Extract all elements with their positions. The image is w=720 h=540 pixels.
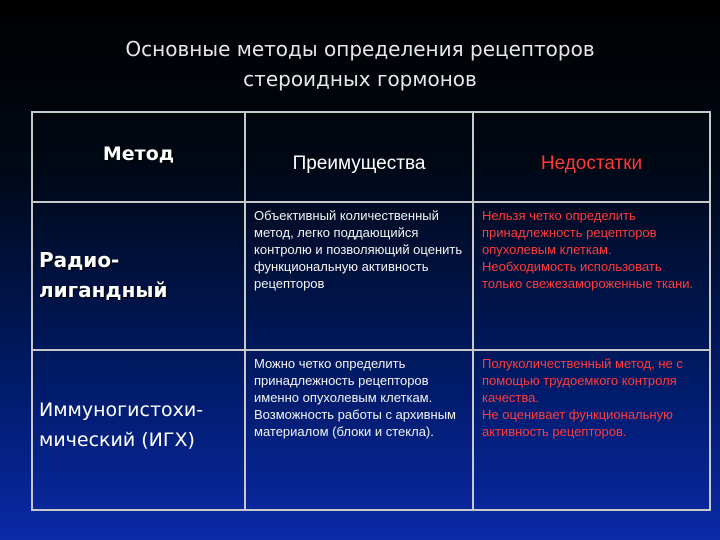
- method-name-line-2: лигандный: [39, 278, 168, 302]
- title-line-2: стероидных гормонов: [243, 67, 477, 91]
- disadvantage-text: Полуколичественный метод, не с помощью трудоемкого контроля качества.: [482, 356, 683, 405]
- method-name-line-2: мический (ИГХ): [39, 429, 195, 451]
- advantage-text: Объективный количественный метод, легко поддающийся контролю и позволяющий оценить функциональную активность рецепторов: [254, 208, 463, 291]
- slide-title: [0, 34, 720, 94]
- table-row: [32, 350, 710, 510]
- methods-table: [31, 111, 711, 511]
- table-header-row: [32, 112, 710, 202]
- advantage-text: Можно четко определить принадлежность рецепторов именно опухолевым клеткам.: [254, 356, 433, 405]
- advantage-text: Возможность работы с архивным материалом (блоки и стекла).: [254, 407, 456, 439]
- title-line-1: Основные методы определения рецепторов: [125, 37, 595, 61]
- disadvantage-text: Не оценивает функциональную активность рецепторов.: [482, 407, 673, 439]
- method-name-line-1: Иммуногистохи-: [39, 399, 204, 421]
- header-advantages: Преимущества: [245, 112, 473, 202]
- table-row: [32, 202, 710, 350]
- method-cell: [32, 350, 245, 510]
- method-name-line-1: Радио-: [39, 248, 120, 272]
- advantages-cell: [245, 202, 473, 350]
- disadvantage-text: Необходимость использовать только свежезамороженные ткани.: [482, 259, 694, 291]
- advantages-cell: [245, 350, 473, 510]
- disadvantages-cell: [473, 202, 710, 350]
- method-cell: [32, 202, 245, 350]
- disadvantage-text: Нельзя четко определить принадлежность рецепторов опухолевым клеткам.: [482, 208, 657, 257]
- disadvantages-cell: [473, 350, 710, 510]
- header-method: Метод: [32, 112, 245, 202]
- header-disadvantages: Недостатки: [473, 112, 710, 202]
